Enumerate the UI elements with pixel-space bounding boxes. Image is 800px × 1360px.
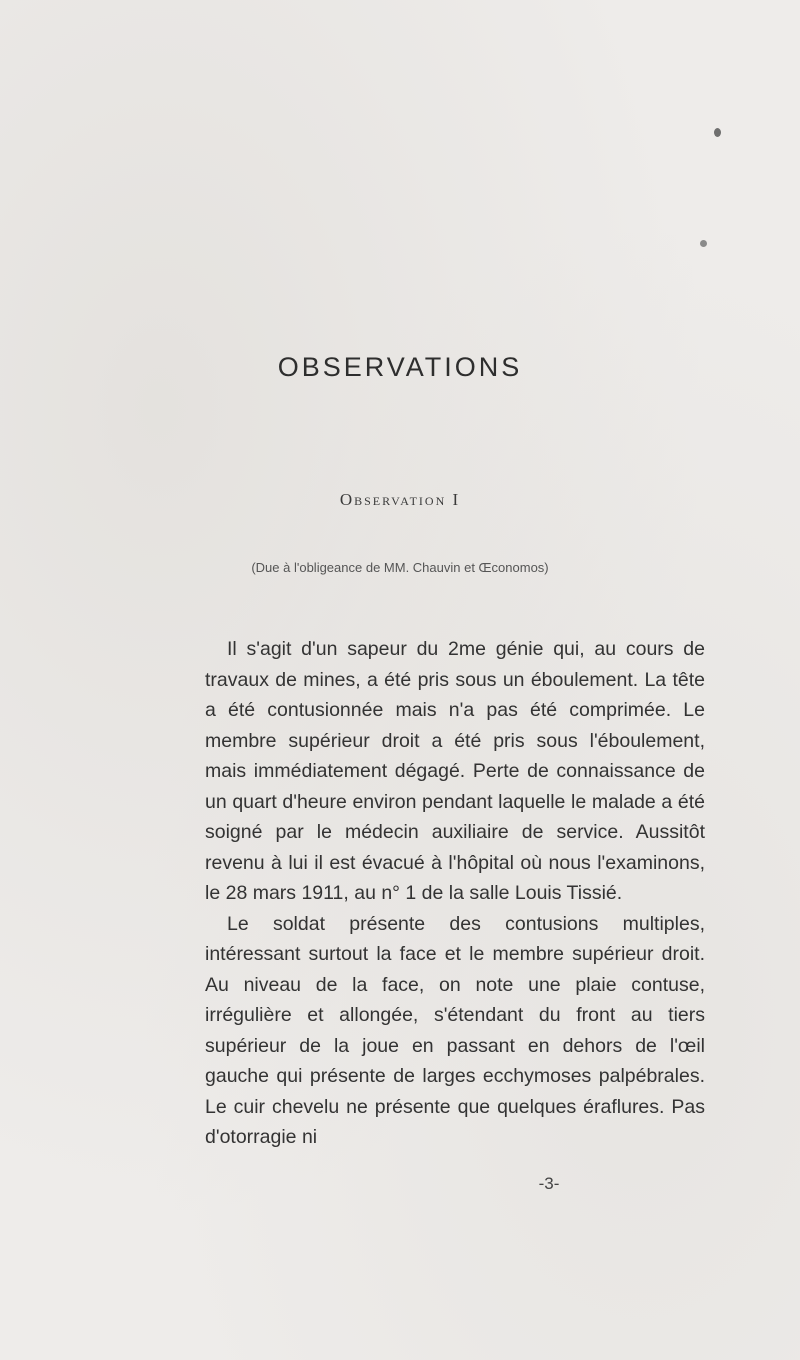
paragraph: Le soldat présente des contusions multiples, intéressant surtout la face et le membre supérieur droit. Au niveau de la face, on note une plaie contuse, irrégulière et allongée, s'étendant du front au tiers supérieur de la joue en passant en dehors de l'œil gauche qui présente de larges ecchymoses palpébrales. Le cuir chevelu ne présente que quelques éraflures. Pas d'otorragie ni <box>205 912 705 1148</box>
observation-title: Observation I <box>339 490 461 509</box>
observation-body <box>205 634 705 1153</box>
ink-speck <box>700 240 707 247</box>
paragraph: Il s'agit d'un sapeur du 2me génie qui, au cours de travaux de mines, a été pris sous un éboulement. La tête a été contusionnée mais n'a pas été comprimée. Le membre supérieur droit a été pris sous l'éboulement, mais immédiatement dégagé. Perte de connaissance de un quart d'heure environ pendant laquelle le malade a été soigné par le médecin auxiliaire de service. Aussitôt revenu à lui il est évacué à l'hôpital où nous l'examinons, le 28 mars 1911, au n° 1 de la salle Louis Tissié. <box>205 638 705 904</box>
ink-speck <box>714 128 721 137</box>
page-heading: OBSERVATIONS <box>277 352 523 382</box>
page-number: -3- <box>538 1174 560 1193</box>
observation-credit: (Due à l'obligeance de MM. Chauvin et Œconomos) <box>251 560 549 575</box>
